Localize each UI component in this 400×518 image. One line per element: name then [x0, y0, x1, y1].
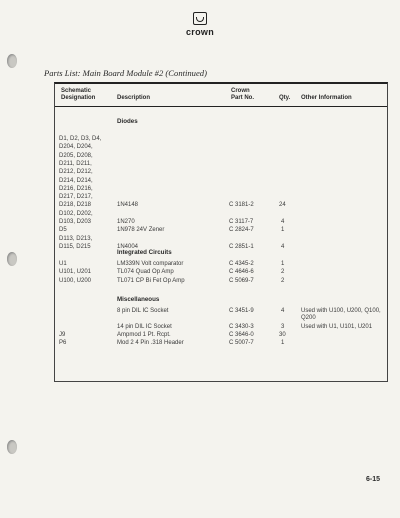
- diode-row-designation: D217, D217,: [59, 194, 93, 201]
- diode-row-qty: 1: [281, 227, 285, 234]
- page-title: Parts List: Main Board Module #2 (Continued): [44, 68, 207, 78]
- diode-row-part-no: C 2824-7: [229, 227, 254, 234]
- diode-row-description: 1N4148: [117, 202, 139, 209]
- page-number: 6-15: [366, 476, 381, 483]
- diode-row-designation: D113, D213,: [59, 235, 93, 242]
- diode-row-description: 1N4004: [117, 243, 139, 250]
- crown-logo: [181, 12, 219, 37]
- binder-hole-icon: [7, 54, 17, 68]
- header-other-information: Other Information: [301, 95, 352, 101]
- ic-row-designation: U1: [59, 261, 67, 267]
- section-integrated-circuits: Integrated Circuits: [117, 249, 172, 256]
- misc-row-qty: 30: [279, 332, 286, 338]
- ic-row-qty: 2: [281, 277, 285, 284]
- misc-row-description: 8 pin DIL IC Socket: [117, 308, 169, 314]
- header-description: Description: [117, 95, 151, 101]
- ic-row-designation: U100, U200: [59, 277, 92, 284]
- binder-hole-icon: [7, 440, 17, 454]
- misc-row-qty: 4: [281, 308, 285, 314]
- diode-row-designation: D212, D212,: [59, 169, 93, 176]
- header-part-no: [231, 88, 254, 102]
- diode-row-description: 1N270: [117, 219, 135, 225]
- header-rule: [55, 106, 387, 107]
- brand-name: crown: [185, 27, 214, 37]
- misc-row-designation: J9: [59, 332, 66, 338]
- ic-row-part-no: C 4646-6: [229, 269, 254, 276]
- section-diodes: Diodes: [117, 118, 138, 125]
- misc-row-other: Used with U100, U200, Q100, Q200: [301, 308, 381, 321]
- diode-row-part-no: C 3117-7: [229, 219, 254, 225]
- diode-row-part-no: C 3181-2: [229, 202, 254, 209]
- diode-row-designation: D115, D215: [59, 243, 91, 250]
- header-crown: Crown: [231, 88, 250, 94]
- misc-row-description: Mod 2 4 Pin .318 Header: [117, 340, 184, 346]
- ic-row-description: TL071 CP Bi Fet Op Amp: [117, 277, 185, 284]
- header-part-no-label: Part No.: [231, 95, 255, 101]
- ic-row-description: TL074 Quad Op Amp: [117, 269, 174, 276]
- binder-hole-icon: [7, 252, 17, 266]
- diode-row-designation: D5: [59, 227, 67, 234]
- ic-row-qty: 1: [281, 261, 285, 267]
- crown-logo-icon: [193, 12, 207, 25]
- misc-row-qty: 1: [281, 340, 285, 346]
- diode-row-designation: D211, D211,: [59, 160, 92, 167]
- diode-row-part-no: C 2851-1: [229, 243, 254, 250]
- ic-row-designation: U101, U201: [59, 269, 92, 276]
- ic-row-description: LM339N Volt comparator: [117, 261, 184, 267]
- misc-row-designation: P6: [59, 340, 67, 346]
- diode-row-designation: D214, D214,: [59, 177, 93, 184]
- diode-row-designation: D1, D2, D3, D4,: [59, 136, 102, 142]
- diode-row-qty: 4: [281, 219, 285, 225]
- diode-row-description: 1N978 24V Zener: [117, 227, 165, 234]
- parts-table: [54, 82, 388, 382]
- diode-row-designation: D103, D203: [59, 219, 92, 225]
- misc-row-part-no: C 3430-3: [229, 324, 254, 330]
- diode-row-designation: D204, D204,: [59, 144, 93, 151]
- header-schematic-line1: Schematic: [61, 88, 92, 94]
- diode-row-designation: D216, D216,: [59, 185, 93, 192]
- ic-row-part-no: C 4345-2: [229, 261, 254, 267]
- diode-row-designation: D102, D202,: [59, 210, 93, 217]
- diode-row-designation: D218, D218: [59, 202, 92, 209]
- misc-row-part-no: C 3451-9: [229, 308, 254, 314]
- diode-row-qty: 24: [279, 202, 286, 209]
- section-miscellaneous: Miscellaneous: [117, 296, 160, 303]
- misc-row-part-no: C 3646-0: [229, 332, 254, 338]
- diode-row-designation: D205, D208,: [59, 152, 93, 159]
- header-schematic-line2: Designation: [61, 95, 96, 101]
- misc-row-qty: 3: [281, 324, 285, 330]
- misc-row-description: 14 pin DIL IC Socket: [117, 324, 172, 330]
- ic-row-qty: 2: [281, 269, 285, 276]
- diode-row-qty: 4: [281, 243, 285, 250]
- header-schematic: [61, 88, 95, 102]
- misc-row-description: Ampmod 1 Pt. Rcpt.: [117, 332, 171, 338]
- header-qty: Qty.: [279, 95, 291, 101]
- misc-row-other: Used with U1, U101, U201: [301, 324, 373, 330]
- misc-row-part-no: C 5007-7: [229, 340, 254, 346]
- ic-row-part-no: C 5069-7: [229, 277, 254, 284]
